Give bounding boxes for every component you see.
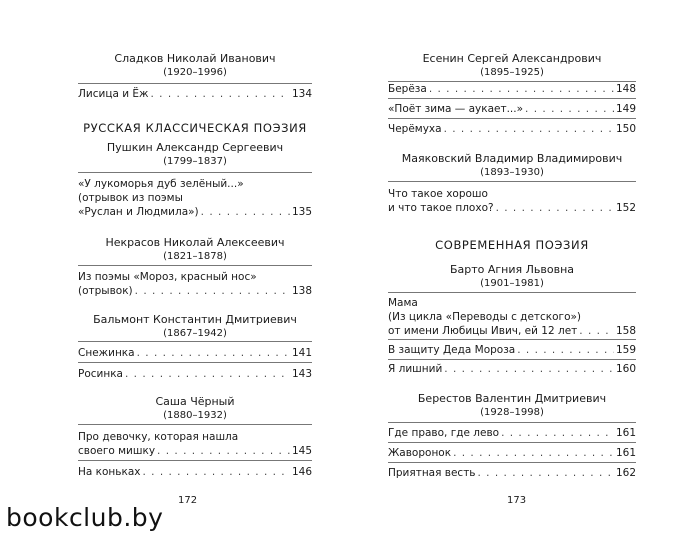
leader-dots xyxy=(496,201,614,215)
divider xyxy=(388,462,636,463)
leader-dots xyxy=(137,346,290,360)
leader-dots xyxy=(201,205,290,219)
entry-page: 149 xyxy=(615,103,636,115)
toc-entry xyxy=(78,270,312,298)
divider xyxy=(78,172,312,173)
entry-page: 146 xyxy=(291,466,312,478)
author-name: Маяковский Владимир Владимирович xyxy=(401,152,623,165)
author-years: (1901–1981) xyxy=(480,278,544,289)
page-number: 173 xyxy=(507,495,527,506)
leader-dots xyxy=(478,466,614,480)
leader-dots xyxy=(429,82,614,96)
author-years: (1920–1996) xyxy=(163,67,227,78)
toc-entry xyxy=(78,367,312,381)
entry-page: 145 xyxy=(291,445,312,457)
entry-title: На коньках xyxy=(78,466,141,478)
divider xyxy=(78,83,312,84)
author-years: (1799–1837) xyxy=(163,156,227,167)
leader-dots xyxy=(501,426,614,440)
entry-line: Из поэмы «Мороз, красный нос» xyxy=(78,271,257,283)
toc-entry xyxy=(78,87,312,101)
entry-page: 152 xyxy=(615,202,636,214)
entry-line: Что такое хорошо xyxy=(388,188,488,200)
divider xyxy=(388,292,636,293)
entry-title: Приятная весть xyxy=(388,467,476,479)
author-name: Сладков Николай Иванович xyxy=(114,52,276,65)
author-years: (1928–1998) xyxy=(480,407,544,418)
divider xyxy=(388,339,636,340)
entry-title: Где право, где лево xyxy=(388,427,500,439)
entry-line: (отрывок из поэмы xyxy=(78,192,183,204)
entry-page: 162 xyxy=(615,467,636,479)
entry-line: «У лукоморья дуб зелёный...» xyxy=(78,178,244,190)
leader-dots xyxy=(453,446,614,460)
author-name: Некрасов Николай Алексеевич xyxy=(105,236,285,249)
entry-title: и что такое плохо? xyxy=(388,202,494,214)
toc-entry xyxy=(388,187,636,215)
entry-title: В защиту Деда Мороза xyxy=(388,344,516,356)
entry-line: Мама xyxy=(388,297,418,309)
leader-dots xyxy=(444,362,614,376)
author-block xyxy=(78,313,312,341)
leader-dots xyxy=(579,324,614,338)
entry-title: «Руслан и Людмила») xyxy=(78,206,199,218)
leader-dots xyxy=(135,284,290,298)
author-block xyxy=(388,263,636,291)
entry-title: Я лишний xyxy=(388,363,443,375)
divider xyxy=(388,422,636,423)
author-block xyxy=(388,52,636,80)
divider xyxy=(388,442,636,443)
author-block xyxy=(388,152,636,180)
author-years: (1821–1878) xyxy=(163,251,227,262)
divider xyxy=(78,460,312,461)
entry-title: Берёза xyxy=(388,83,427,95)
toc-entry xyxy=(388,343,636,357)
leader-dots xyxy=(157,444,290,458)
entry-title: «Поёт зима — аукает...» xyxy=(388,103,524,115)
leader-dots xyxy=(517,343,614,357)
entry-page: 161 xyxy=(615,447,636,459)
leader-dots xyxy=(142,465,289,479)
divider xyxy=(388,359,636,360)
entry-title: Жаворонок xyxy=(388,447,452,459)
author-block xyxy=(78,395,312,423)
author-name: Есенин Сергей Александрович xyxy=(422,52,602,65)
entry-title: от имени Любицы Ивич, ей 12 лет xyxy=(388,325,578,337)
author-name: Бальмонт Константин Дмитриевич xyxy=(93,313,297,326)
entry-page: 143 xyxy=(291,368,312,380)
leader-dots xyxy=(525,102,614,116)
entry-title: Росинка xyxy=(78,368,123,380)
entry-title: Черёмуха xyxy=(388,123,442,135)
author-name: Пушкин Александр Сергеевич xyxy=(106,141,284,154)
section-heading: РУССКАЯ КЛАССИЧЕСКАЯ ПОЭЗИЯ xyxy=(83,121,307,135)
author-name: Саша Чёрный xyxy=(155,395,235,408)
toc-entry xyxy=(388,122,636,136)
toc-entry xyxy=(388,426,636,440)
leader-dots xyxy=(151,87,290,101)
divider xyxy=(388,98,636,99)
entry-page: 160 xyxy=(615,363,636,375)
entry-title: (отрывок) xyxy=(78,285,133,297)
entry-page: 159 xyxy=(615,344,636,356)
entry-page: 148 xyxy=(615,83,636,95)
author-block xyxy=(78,141,312,169)
entry-title: Снежинка xyxy=(78,347,135,359)
leader-dots xyxy=(125,367,290,381)
page-number: 172 xyxy=(178,495,198,506)
toc-entry xyxy=(78,465,312,479)
divider xyxy=(388,118,636,119)
author-name: Барто Агния Львовна xyxy=(449,263,575,276)
author-years: (1893–1930) xyxy=(480,167,544,178)
author-years: (1895–1925) xyxy=(480,67,544,78)
divider xyxy=(78,424,312,425)
entry-line: Про девочку, которая нашла xyxy=(78,431,239,443)
section-heading: СОВРЕМЕННАЯ ПОЭЗИЯ xyxy=(435,238,589,252)
entry-page: 138 xyxy=(291,285,312,297)
author-block xyxy=(388,392,636,420)
author-block xyxy=(78,52,312,80)
entry-title: Лисица и Ёж xyxy=(78,88,149,100)
toc-entry xyxy=(78,430,312,458)
toc-entry xyxy=(388,296,636,338)
entry-page: 135 xyxy=(291,206,312,218)
entry-line: (Из цикла «Переводы с детского») xyxy=(388,311,582,323)
toc-entry xyxy=(388,102,636,116)
divider xyxy=(388,181,636,182)
author-block xyxy=(78,236,312,264)
leader-dots xyxy=(444,122,614,136)
entry-page: 141 xyxy=(291,347,312,359)
toc-entry xyxy=(78,346,312,360)
author-years: (1880–1932) xyxy=(163,410,227,421)
entry-page: 161 xyxy=(615,427,636,439)
divider xyxy=(78,341,312,342)
toc-entry xyxy=(388,446,636,460)
divider xyxy=(78,265,312,266)
toc-entry xyxy=(388,82,636,96)
divider xyxy=(78,362,312,363)
author-years: (1867–1942) xyxy=(163,328,227,339)
toc-entry xyxy=(388,466,636,480)
toc-entry xyxy=(388,362,636,376)
entry-page: 158 xyxy=(615,325,636,337)
entry-page: 150 xyxy=(615,123,636,135)
watermark-logo: bookclub.by xyxy=(6,503,164,532)
toc-entry xyxy=(78,177,312,219)
author-name: Берестов Валентин Дмитриевич xyxy=(417,392,607,405)
entry-title: своего мишку xyxy=(78,445,156,457)
entry-page: 134 xyxy=(291,88,312,100)
